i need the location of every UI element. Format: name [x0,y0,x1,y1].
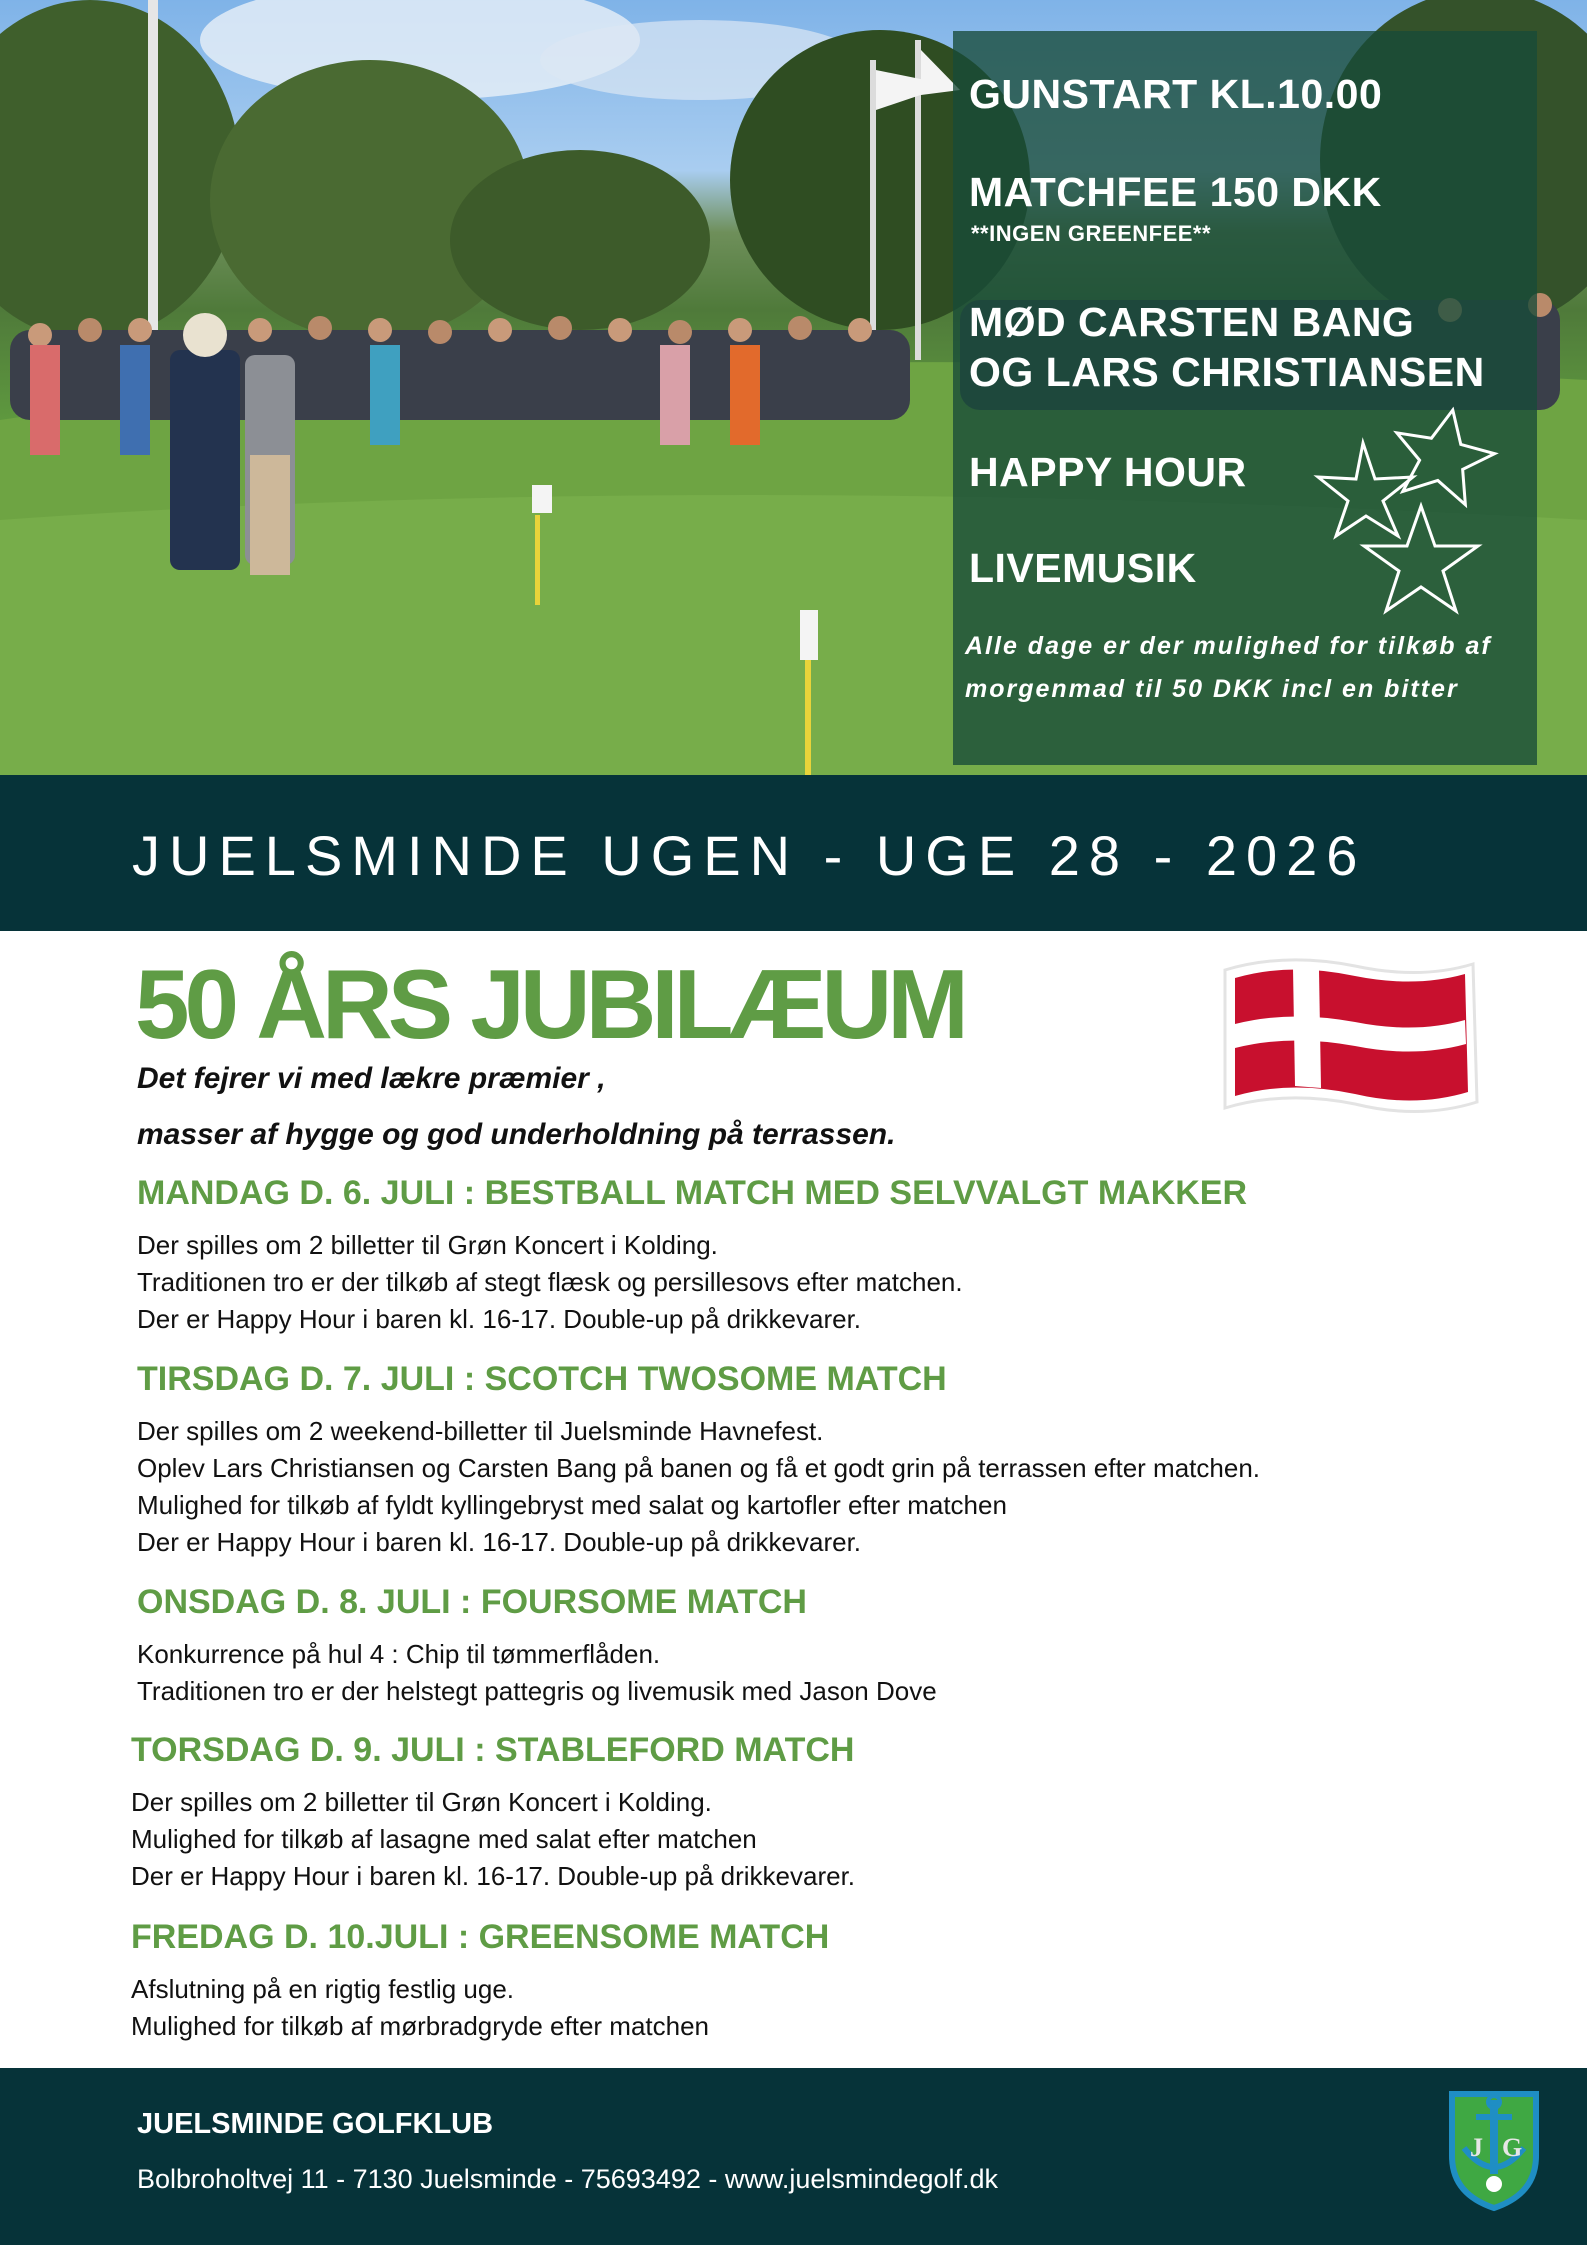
day-line: Der spilles om 2 weekend-billetter til Juelsminde Havnefest. [137,1416,824,1446]
intro-line-1: Det fejrer vi med lækre præmier , [137,1062,606,1095]
stars-decoration [953,31,1537,631]
logo-letter-j: J [1470,2133,1483,2162]
footer [0,2068,1587,2245]
intro-line-2: masser af hygge og god underholdning på terrassen. [137,1118,896,1151]
logo-letter-g: G [1502,2133,1523,2162]
club-address: Bolbroholtvej 11 - 7130 Juelsminde - 75693492 - www.juelsmindegolf.dk [137,2164,998,2194]
breakfast-note: Alle dage er der mulighed for tilkøb af morgenmad til 50 DKK incl en bitter [965,632,1492,703]
gunstart-time: GUNSTART KL.10.00 [969,71,1383,117]
day-wednesday [137,1583,1457,1710]
day-heading: ONSDAG D. 8. JULI : FOURSOME MATCH [137,1583,807,1621]
day-tuesday [137,1360,1457,1561]
day-line: Der spilles om 2 billetter til Grøn Koncert i Kolding. [131,1787,712,1817]
event-info-panel [953,31,1537,765]
happy-hour: HAPPY HOUR [969,449,1247,495]
day-line: Mulighed for tilkøb af lasagne med salat efter matchen [131,1824,757,1854]
greenfee-note: **INGEN GREENFEE** [971,221,1212,246]
page-title: 50 ÅRS JUBILÆUM [135,949,964,1059]
meet-line-1: MØD CARSTEN BANG [969,299,1415,345]
day-line: Der er Happy Hour i baren kl. 16-17. Double-up på drikkevarer. [137,1527,862,1557]
week-banner [0,775,1587,931]
day-line: Afslutning på en rigtig festlig uge. [131,1974,515,2004]
banner-title: JUELSMINDE UGEN - UGE 28 - 2026 [132,824,1367,887]
day-heading: FREDAG D. 10.JULI : GREENSOME MATCH [131,1918,830,1956]
day-line: Konkurrence på hul 4 : Chip til tømmerflåden. [137,1639,661,1669]
club-name: JUELSMINDE GOLFKLUB [137,2108,494,2140]
day-line: Oplev Lars Christiansen og Carsten Bang på banen og få et godt grin på terrassen efter matchen. [137,1453,1261,1483]
hero-photo [0,0,1587,775]
day-line: Der spilles om 2 billetter til Grøn Koncert i Kolding. [137,1230,718,1260]
star-icon [1364,506,1478,611]
meet-line-2: OG LARS CHRISTIANSEN [969,349,1485,395]
day-line: Der er Happy Hour i baren kl. 16-17. Double-up på drikkevarer. [131,1861,856,1891]
day-heading: TIRSDAG D. 7. JULI : SCOTCH TWOSOME MATCH [137,1360,947,1398]
day-friday [131,1918,1451,2045]
day-thursday [131,1731,1451,1895]
day-line: Mulighed for tilkøb af fyldt kyllingebryst med salat og kartofler efter matchen [137,1490,1007,1520]
day-line: Traditionen tro er der helstegt pattegris og livemusik med Jason Dove [137,1676,937,1706]
day-monday [137,1174,1457,1338]
day-line: Mulighed for tilkøb af mørbradgryde efter matchen [131,2011,710,2041]
match-fee: MATCHFEE 150 DKK [969,169,1382,215]
day-line: Der er Happy Hour i baren kl. 16-17. Double-up på drikkevarer. [137,1304,862,1334]
day-heading: MANDAG D. 6. JULI : BESTBALL MATCH MED SELVVALGT MAKKER [137,1174,1248,1212]
livemusik: LIVEMUSIK [969,545,1197,591]
day-line: Traditionen tro er der tilkøb af stegt flæsk og persillesovs efter matchen. [137,1267,963,1297]
day-heading: TORSDAG D. 9. JULI : STABLEFORD MATCH [131,1731,855,1769]
club-logo-icon [1446,2086,1542,2212]
danish-flag-icon [1215,952,1485,1122]
star-icon [1318,443,1413,536]
star-icon [1385,400,1502,509]
